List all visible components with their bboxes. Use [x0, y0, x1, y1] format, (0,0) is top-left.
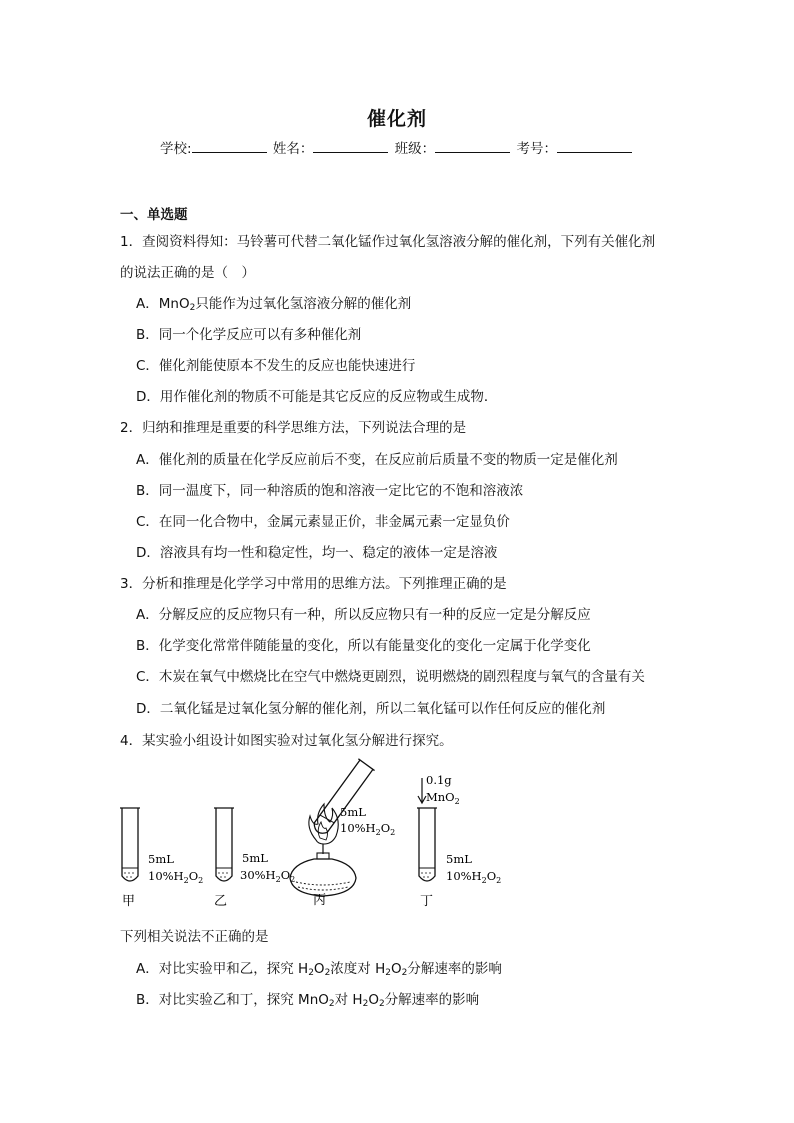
class-label: 班级：	[394, 141, 436, 157]
class-blank[interactable]	[435, 139, 510, 153]
q1-option-d: D．用作催化剂的物质不可能是其它反应的反应物或生成物．	[136, 389, 498, 405]
q2-option-a: A．催化剂的质量在化学反应前后不变，在反应前后质量不变的物质一定是催化剂	[136, 452, 618, 468]
heating-setup-bing	[290, 759, 395, 908]
q4-option-a: A．对比实验甲和乙，探究 $H_2O_2$浓度对 $H_2O_2$分解速率的影响	[136, 961, 502, 978]
section-title: 一、单选题	[120, 207, 188, 223]
q4-stem: 4．某实验小组设计如图实验对过氧化氢分解进行探究。	[120, 733, 453, 749]
test-tube-yi	[214, 808, 295, 909]
number-label: 考号：	[516, 141, 557, 157]
page-title: 催化剂	[366, 108, 427, 130]
q2-option-c: C．在同一化合物中，金属元素显正价，非金属元素一定显负价	[136, 514, 510, 530]
q4-prompt: 下列相关说法不正确的是	[120, 929, 269, 945]
name-blank[interactable]	[313, 139, 388, 153]
q2-option-b: B．同一温度下，同一种溶质的饱和溶液一定比它的不饱和溶液浓	[136, 483, 524, 499]
ding-mass: 0.1g	[426, 773, 452, 787]
student-info-row	[0, 137, 794, 157]
q1-option-c: C．催化剂能使原本不发生的反应也能快速进行	[136, 358, 416, 374]
jia-label: 甲	[122, 894, 136, 909]
name-label: 姓名：	[272, 141, 314, 157]
yi-label: 乙	[214, 894, 228, 909]
q3-option-b: B．化学变化常常伴随能量的变化，所以有能量变化的变化一定属于化学变化	[136, 638, 591, 654]
number-blank[interactable]	[557, 139, 632, 153]
bing-label: 丙	[313, 893, 327, 908]
jia-concentration: $10\%H_2O_2$	[148, 869, 204, 885]
q3-stem: 3．分析和推理是化学学习中常用的思维方法。下列推理正确的是	[120, 576, 507, 592]
q2-option-d: D．溶液具有均一性和稳定性，均一、稳定的液体一定是溶液	[136, 545, 498, 561]
q1-option-b: B．同一个化学反应可以有多种催化剂	[136, 327, 362, 343]
q3-option-c: C．木炭在氧气中燃烧比在空气中燃烧更剧烈，说明燃烧的剧烈程度与氧气的含量有关	[136, 669, 645, 685]
q1-option-a: A．MnO$_2$只能作为过氧化氢溶液分解的催化剂	[136, 296, 412, 313]
q3-option-d: D．二氧化锰是过氧化氢分解的催化剂，所以二氧化锰可以作任何反应的催化剂	[136, 701, 606, 717]
ding-label: 丁	[420, 894, 434, 909]
school-label: 学校:	[160, 141, 192, 157]
q1-stem-line1: 1．查阅资料得知：马铃薯可代替二氧化锰作过氧化氢溶液分解的催化剂，下列有关催化剂	[120, 234, 656, 250]
test-tube-jia	[120, 808, 203, 909]
bing-volume: 5mL	[340, 805, 366, 819]
yi-concentration: $30\%H_2O_2$	[240, 868, 296, 884]
q2-stem: 2．归纳和推理是重要的科学思维方法，下列说法合理的是	[120, 420, 467, 436]
ding-concentration: $10\%H_2O_2$	[446, 869, 502, 885]
q3-option-a: A．分解反应的反应物只有一种，所以反应物只有一种的反应一定是分解反应	[136, 607, 591, 623]
ding-volume: 5mL	[446, 852, 472, 866]
school-blank[interactable]	[192, 139, 267, 153]
jia-volume: 5mL	[148, 852, 174, 866]
q1-stem-line2: 的说法正确的是（ ）	[120, 265, 255, 281]
ding-chemical: MnO$_2$	[426, 790, 460, 806]
test-tube-ding	[417, 773, 501, 909]
experiment-figure	[110, 758, 520, 913]
yi-volume: 5mL	[242, 851, 268, 865]
bing-concentration: $10\%H_2O_2$	[340, 821, 396, 837]
q4-option-b: B．对比实验乙和丁，探究 MnO$_2$对 $H_2O_2$分解速率的影响	[136, 992, 480, 1009]
